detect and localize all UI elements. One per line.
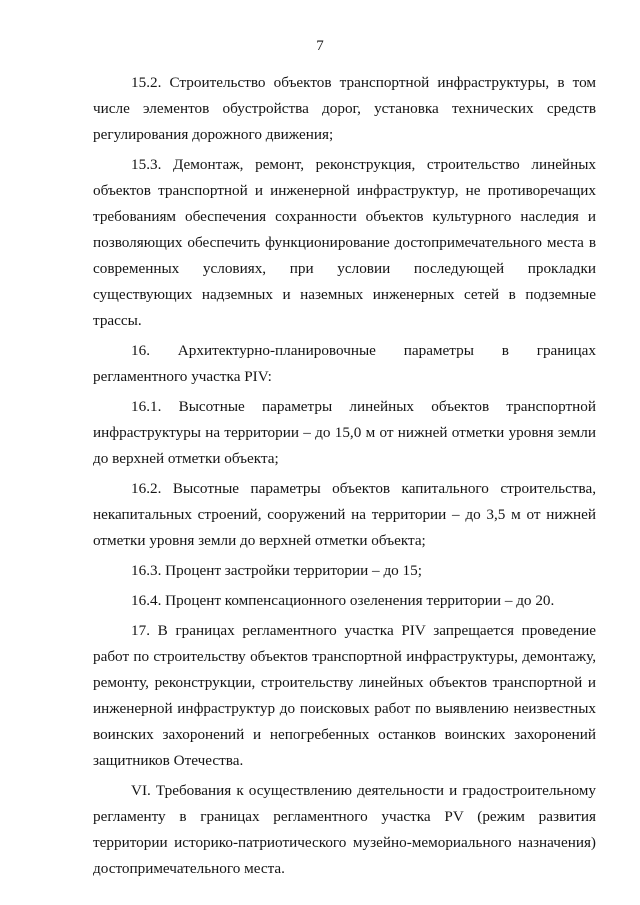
paragraph-16-1: 16.1. Высотные параметры линейных объектов транспортной инфраструктуры на территории – до 15,0 м от нижней отметки уровня земли до верхней отметки объекта; xyxy=(93,398,596,467)
page-number: 7 xyxy=(316,38,324,54)
paragraph-16-2: 16.2. Высотные параметры объектов капитального строительства, некапитальных строений, сооружений на территории – до 3,5 м от нижней отметки уровня земли до верхней отметки объекта; xyxy=(93,480,596,549)
paragraph-16-3: 16.3. Процент застройки территории – до 15; xyxy=(131,562,422,579)
paragraph-17: 17. В границах регламентного участка PIV запрещается проведение работ по строительству объектов транспортной инфраструктуры, демонтажу, ремонту, реконструкции, строительству линейных объектов транспортной и инженерной инфраструктур до поисковых работ по выявлению неизвестных воинских захоронений и непогребенных останков воинских захоронений защитников Отечества. xyxy=(93,622,596,769)
document-body xyxy=(93,70,596,882)
section-heading-vi: VI. Требования к осуществлению деятельности и градостроительному регламенту в границах регламентного участка PV (режим развития территории историко-патриотического музейно-мемориального назначения) достопримечательного места. xyxy=(93,782,596,877)
paragraph-16: 16. Архитектурно-планировочные параметры в границах регламентного участка PIV: xyxy=(93,342,596,385)
paragraph-16-4: 16.4. Процент компенсационного озеленения территории – до 20. xyxy=(131,592,555,609)
paragraph-15-3: 15.3. Демонтаж, ремонт, реконструкция, строительство линейных объектов транспортной и инженерной инфраструктур, не противоречащих требованиям обеспечения сохранности объектов культурного наследия и позволяющих обеспечить функционирование достопримечательного места в современных условиях, при условии последующей прокладки существующих надземных и наземных инженерных сетей в подземные трассы. xyxy=(93,156,596,329)
paragraph-15-2: 15.2. Строительство объектов транспортной инфраструктуры, в том числе элементов обустройства дорог, установка технических средств регулирования дорожного движения; xyxy=(93,74,596,143)
